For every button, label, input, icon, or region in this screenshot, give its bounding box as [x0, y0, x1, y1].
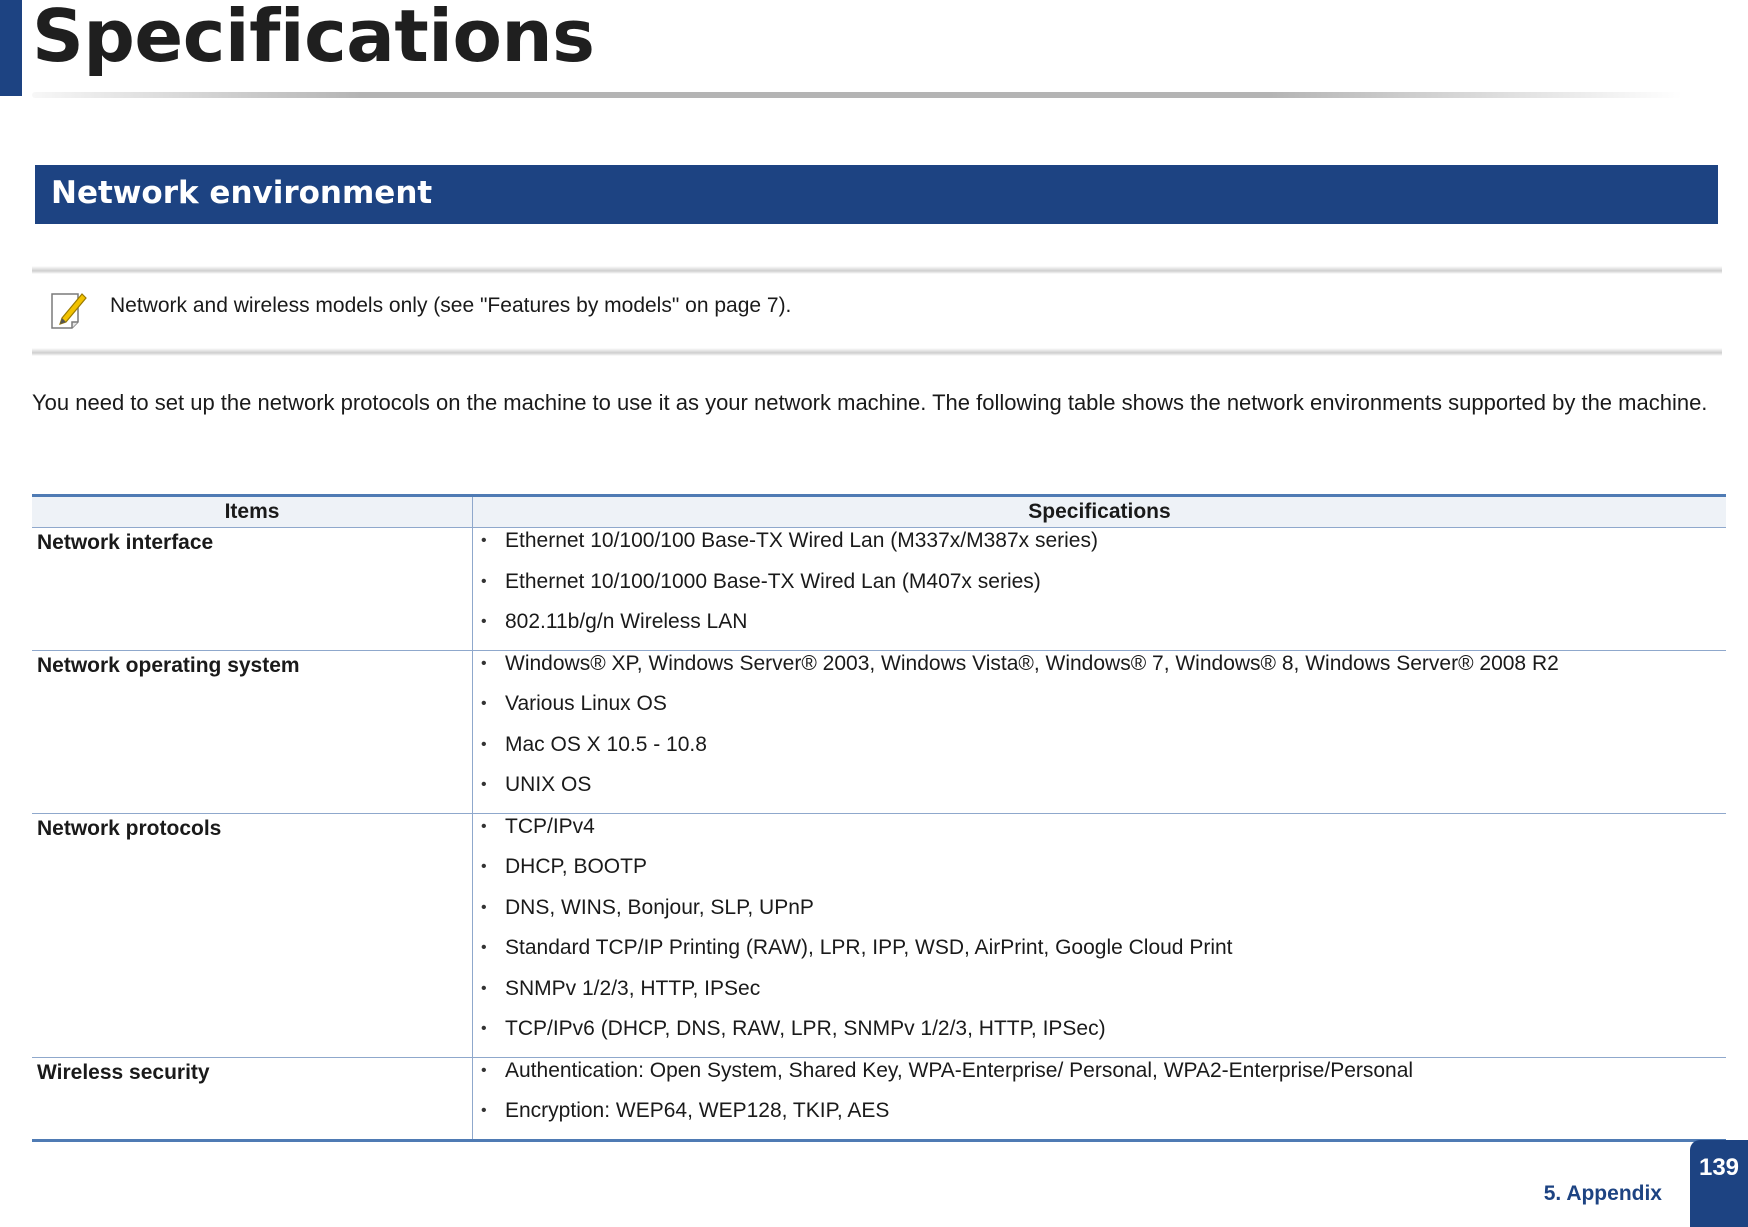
title-divider — [32, 92, 1682, 98]
row-specs — [473, 813, 1727, 1057]
intro-paragraph: You need to set up the network protocols on the machine to use it as your network machine. The following table shows the network environments supported by the machine. — [32, 390, 1708, 415]
row-specs — [473, 528, 1727, 651]
header-specifications: Specifications — [473, 496, 1727, 528]
row-item-name: Network operating system — [32, 650, 473, 813]
spec-bullet: • Ethernet 10/100/1000 Base-TX Wired Lan (M407x series) — [473, 569, 1726, 610]
note-top-rule — [32, 266, 1722, 274]
table-row — [32, 1057, 1726, 1140]
note-text: Network and wireless models only (see "Features by models" on page 7). — [110, 294, 792, 317]
spec-bullet: • UNIX OS — [473, 772, 1726, 813]
spec-bullet: • Ethernet 10/100/100 Base-TX Wired Lan (M337x/M387x series) — [473, 528, 1726, 569]
network-spec-table — [32, 494, 1726, 1142]
note-pencil-icon — [48, 288, 88, 332]
header-items: Items — [32, 496, 473, 528]
page-title: Specifications — [32, 0, 595, 78]
spec-bullet: • Various Linux OS — [473, 691, 1726, 732]
note-box — [32, 266, 1722, 356]
row-item-name: Network interface — [32, 528, 473, 651]
section-title: Network environment — [51, 175, 433, 211]
table-row — [32, 813, 1726, 1057]
spec-bullet: • SNMPv 1/2/3, HTTP, IPSec — [473, 976, 1726, 1017]
table-row — [32, 650, 1726, 813]
page-number-badge: 139 — [1690, 1140, 1748, 1227]
spec-bullet: • TCP/IPv6 (DHCP, DNS, RAW, LPR, SNMPv 1/2/3, HTTP, IPSec) — [473, 1016, 1726, 1057]
spec-bullet: • 802.11b/g/n Wireless LAN — [473, 609, 1726, 650]
spec-bullet: • Mac OS X 10.5 - 10.8 — [473, 732, 1726, 773]
spec-bullet: • Authentication: Open System, Shared Key, WPA-Enterprise/ Personal, WPA2-Enterprise/Personal — [473, 1058, 1726, 1099]
table-header-row — [32, 496, 1726, 528]
spec-bullet: • Encryption: WEP64, WEP128, TKIP, AES — [473, 1098, 1726, 1139]
row-item-name: Wireless security — [32, 1057, 473, 1140]
spec-bullet: • DNS, WINS, Bonjour, SLP, UPnP — [473, 895, 1726, 936]
row-item-name: Network protocols — [32, 813, 473, 1057]
spec-bullet: • DHCP, BOOTP — [473, 854, 1726, 895]
header-accent-bar — [0, 0, 22, 96]
spec-bullet: • Standard TCP/IP Printing (RAW), LPR, IPP, WSD, AirPrint, Google Cloud Print — [473, 935, 1726, 976]
row-specs — [473, 650, 1727, 813]
spec-bullet: • TCP/IPv4 — [473, 814, 1726, 855]
row-specs — [473, 1057, 1727, 1140]
spec-bullet: • Windows® XP, Windows Server® 2003, Windows Vista®, Windows® 7, Windows® 8, Windows Server® 2008 R2 — [473, 651, 1726, 692]
table-row — [32, 528, 1726, 651]
note-bottom-rule — [32, 348, 1722, 356]
section-banner — [35, 165, 1718, 224]
chapter-label: 5. Appendix — [1543, 1182, 1662, 1205]
